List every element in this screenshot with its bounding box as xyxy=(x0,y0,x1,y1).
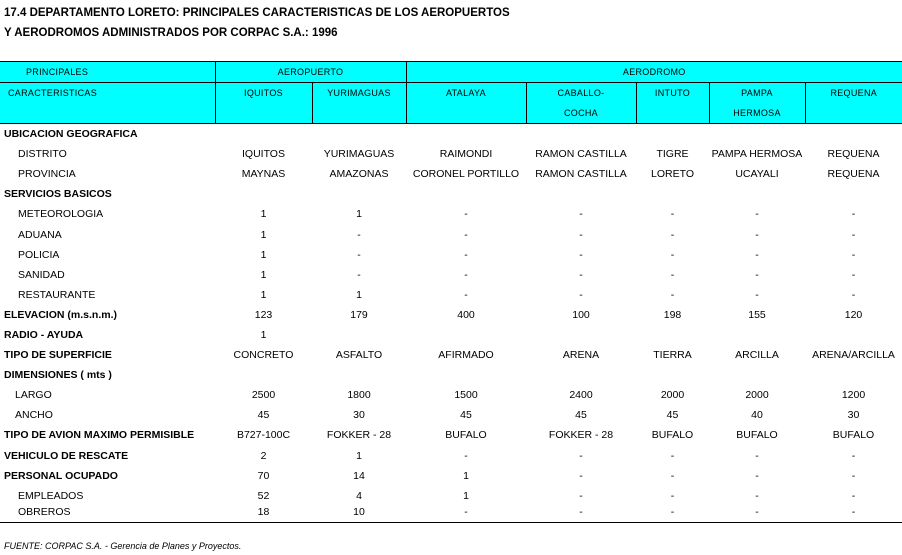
row-label: ELEVACION (m.s.n.m.) xyxy=(4,308,117,321)
table-row xyxy=(0,164,902,184)
table-cell: - xyxy=(851,288,856,301)
row-label: OBREROS xyxy=(0,506,215,523)
table-cell: - xyxy=(670,469,675,482)
row-label: DIMENSIONES ( mts ) xyxy=(4,369,112,382)
table-cell xyxy=(709,325,805,345)
table-row xyxy=(0,245,902,265)
table-cell: - xyxy=(755,208,759,221)
table-cell xyxy=(526,325,636,345)
table-cell: BUFALO xyxy=(736,429,778,442)
table-cell: 179 xyxy=(350,308,368,321)
table-cell: - xyxy=(526,506,636,523)
table-cell: 1 xyxy=(260,288,267,301)
table-cell: FOKKER - 28 xyxy=(548,429,614,442)
table-cell: 1200 xyxy=(841,389,866,402)
table-cell: ARCILLA xyxy=(735,349,779,362)
table-cell: 45 xyxy=(666,409,679,422)
table-cell xyxy=(312,365,406,385)
row-label: EMPLEADOS xyxy=(18,489,84,502)
table-cell: PAMPA HERMOSA xyxy=(711,148,803,161)
table-cell: - xyxy=(851,489,856,502)
table-cell: - xyxy=(851,449,856,462)
header-col-iquitos: IQUITOS xyxy=(215,83,312,124)
table-cell: 1 xyxy=(463,469,469,482)
table-cell xyxy=(312,325,406,345)
table-row xyxy=(0,204,902,224)
table-cell: 2000 xyxy=(660,389,685,402)
table-cell: 155 xyxy=(748,308,766,321)
table-cell: RAMON CASTILLA xyxy=(535,168,627,181)
table-cell: BUFALO xyxy=(832,429,875,442)
table-cell: 400 xyxy=(457,308,475,321)
table-cell: 30 xyxy=(847,409,860,422)
table-cell: - xyxy=(357,268,361,281)
table-cell: - xyxy=(709,506,805,523)
table-cell: BUFALO xyxy=(651,429,694,442)
table-cell: MAYNAS xyxy=(241,168,286,181)
row-label: LARGO xyxy=(15,389,52,402)
table-cell: TIERRA xyxy=(653,349,692,362)
table-cell xyxy=(406,325,526,345)
table-cell: - xyxy=(579,288,583,301)
table-cell: - xyxy=(670,489,675,502)
table-cell: 2 xyxy=(260,449,267,462)
table-row xyxy=(0,425,902,445)
table-cell: - xyxy=(755,449,759,462)
table-cell xyxy=(215,184,312,204)
table-cell: 1 xyxy=(356,288,362,301)
row-label: UBICACION GEOGRAFICA xyxy=(4,128,138,141)
table-cell: 2000 xyxy=(745,389,769,402)
table-cell: - xyxy=(670,449,675,462)
table-cell: - xyxy=(851,268,856,281)
table-cell: - xyxy=(670,268,675,281)
table-cell xyxy=(312,124,406,145)
table-cell: RAMON CASTILLA xyxy=(535,148,627,161)
table-cell: AFIRMADO xyxy=(438,349,494,362)
table-cell: - xyxy=(464,228,468,241)
table-cell: - xyxy=(755,489,759,502)
table-cell: 45 xyxy=(575,409,587,422)
table-cell: FOKKER - 28 xyxy=(326,429,392,442)
table-cell: ARENA/ARCILLA xyxy=(812,349,895,362)
table-cell: - xyxy=(579,228,583,241)
table-cell: LORETO xyxy=(651,168,694,181)
header-group-aeropuerto: AEROPUERTO xyxy=(215,62,406,83)
table-cell: 100 xyxy=(572,308,590,321)
table-cell: AMAZONAS xyxy=(329,168,389,181)
table-cell: - xyxy=(464,208,468,221)
source-footnote: FUENTE: CORPAC S.A. - Gerencia de Planes y Proyectos. xyxy=(4,541,242,551)
table-cell: 198 xyxy=(663,308,682,321)
table-cell xyxy=(709,365,805,385)
row-label: SERVICIOS BASICOS xyxy=(4,188,112,201)
table-cell: 1 xyxy=(260,248,267,261)
table-cell: - xyxy=(805,506,902,523)
table-cell: - xyxy=(755,288,759,301)
table-cell: ARENA xyxy=(562,349,600,362)
table-cell: CONCRETO xyxy=(233,349,294,362)
table-cell: - xyxy=(851,469,856,482)
table-cell: - xyxy=(670,248,675,261)
table-cell: - xyxy=(357,248,361,261)
table-row xyxy=(0,265,902,285)
table-cell xyxy=(805,365,902,385)
table-cell: REQUENA xyxy=(827,168,880,181)
table-row xyxy=(0,405,902,425)
table-row xyxy=(0,124,902,145)
table-row xyxy=(0,506,902,523)
table-row xyxy=(0,486,902,506)
table-cell: - xyxy=(851,248,856,261)
table-cell xyxy=(709,124,805,145)
table-cell xyxy=(805,184,902,204)
table-row xyxy=(0,285,902,305)
table-cell xyxy=(805,124,902,145)
table-cell: - xyxy=(464,268,468,281)
table-cell: 1 xyxy=(260,208,267,221)
header-col-pampa-hermosa: PAMPA HERMOSA xyxy=(709,83,805,124)
table-cell: - xyxy=(755,469,759,482)
table-cell: - xyxy=(357,228,361,241)
table-cell: - xyxy=(579,469,583,482)
airport-characteristics-table xyxy=(0,61,902,523)
table-cell: 120 xyxy=(844,308,863,321)
table-cell xyxy=(215,124,312,145)
table-cell: 1800 xyxy=(347,389,371,402)
table-cell: 70 xyxy=(257,469,270,482)
table-cell: - xyxy=(579,489,583,502)
row-label: PROVINCIA xyxy=(18,168,76,181)
table-cell: 1 xyxy=(260,328,267,341)
table-cell: 1 xyxy=(463,489,469,502)
table-cell: YURIMAGUAS xyxy=(323,148,395,161)
header-group-aerodromo: AERODROMO xyxy=(406,62,902,83)
header-col-intuto: INTUTO xyxy=(636,83,709,124)
table-cell xyxy=(636,184,709,204)
table-cell: CORONEL PORTILLO xyxy=(412,168,520,181)
table-row xyxy=(0,305,902,325)
table-cell: REQUENA xyxy=(827,148,880,161)
table-cell: BUFALO xyxy=(445,429,487,442)
table-cell: 2400 xyxy=(569,389,593,402)
table-cell xyxy=(636,124,709,145)
header-caracteristicas: CARACTERISTICAS xyxy=(0,83,215,124)
table-row xyxy=(0,385,902,405)
row-label: ANCHO xyxy=(15,409,53,422)
table-row xyxy=(0,184,902,204)
row-label: RADIO - AYUDA xyxy=(4,328,84,341)
table-cell: - xyxy=(579,208,583,221)
table-cell: 1 xyxy=(260,268,267,281)
table-cell xyxy=(406,184,526,204)
table-cell xyxy=(312,184,406,204)
row-label: PERSONAL OCUPADO xyxy=(4,469,118,482)
row-label: SANIDAD xyxy=(18,268,65,281)
row-label: DISTRITO xyxy=(18,148,67,161)
table-cell xyxy=(526,365,636,385)
table-cell: 1500 xyxy=(454,389,478,402)
row-label: ADUANA xyxy=(18,228,62,241)
table-cell: - xyxy=(755,248,759,261)
table-cell: B727-100C xyxy=(236,429,291,442)
table-cell xyxy=(406,124,526,145)
table-title-line1: 17.4 DEPARTAMENTO LORETO: PRINCIPALES CARACTERISTICAS DE LOS AEROPUERTOS xyxy=(4,7,510,19)
table-cell: - xyxy=(851,228,856,241)
table-row xyxy=(0,345,902,365)
table-cell: - xyxy=(464,449,468,462)
header-col-caballococha: CABALLO- COCHA xyxy=(526,83,636,124)
table-cell: - xyxy=(755,268,759,281)
table-cell: RAIMONDI xyxy=(439,148,493,161)
table-cell: 10 xyxy=(312,506,406,523)
table-row xyxy=(0,466,902,486)
table-row xyxy=(0,446,902,466)
table-cell xyxy=(526,124,636,145)
header-col-atalaya: ATALAYA xyxy=(406,83,526,124)
header-col-requena: REQUENA xyxy=(805,83,902,124)
table-cell xyxy=(636,365,709,385)
table-cell: 30 xyxy=(353,409,365,422)
table-cell: - xyxy=(670,228,675,241)
table-cell: - xyxy=(579,248,583,261)
table-cell: 40 xyxy=(751,409,763,422)
row-label: METEOROLOGIA xyxy=(18,208,104,221)
table-cell: 123 xyxy=(254,308,273,321)
table-cell: - xyxy=(636,506,709,523)
header-col-yurimaguas: YURIMAGUAS xyxy=(312,83,406,124)
table-cell: 18 xyxy=(215,506,312,523)
table-cell: - xyxy=(464,248,468,261)
table-cell: - xyxy=(670,208,675,221)
table-cell xyxy=(215,365,312,385)
row-label: VEHICULO DE RESCATE xyxy=(4,449,129,462)
table-cell: 52 xyxy=(257,489,270,502)
table-cell: TIGRE xyxy=(656,148,689,161)
table-cell: 45 xyxy=(460,409,472,422)
table-row xyxy=(0,365,902,385)
table-cell: - xyxy=(851,208,856,221)
table-cell: 4 xyxy=(356,489,362,502)
row-label: RESTAURANTE xyxy=(18,288,96,301)
table-cell xyxy=(805,325,902,345)
table-cell xyxy=(636,325,709,345)
row-label: TIPO DE SUPERFICIE xyxy=(4,349,112,362)
table-title-line2: Y AERODROMOS ADMINISTRADOS POR CORPAC S.A.: 1996 xyxy=(4,27,338,39)
table-cell: ASFALTO xyxy=(335,349,383,362)
table-body xyxy=(0,124,902,523)
table-cell: - xyxy=(406,506,526,523)
table-cell xyxy=(526,184,636,204)
table-cell xyxy=(406,365,526,385)
table-row xyxy=(0,224,902,244)
table-cell: - xyxy=(464,288,468,301)
table-cell: UCAYALI xyxy=(735,168,779,181)
table-cell: 1 xyxy=(260,228,267,241)
row-label: TIPO DE AVION MAXIMO PERMISIBLE xyxy=(4,429,195,442)
table-cell: 14 xyxy=(353,469,365,482)
table-cell: - xyxy=(755,228,759,241)
table-cell: 1 xyxy=(356,208,362,221)
table-cell: 1 xyxy=(356,449,362,462)
table-row xyxy=(0,325,902,345)
table-cell xyxy=(709,184,805,204)
header-principales: PRINCIPALES xyxy=(0,62,215,83)
table-cell: IQUITOS xyxy=(242,148,285,161)
table-cell: 45 xyxy=(257,409,270,422)
table-cell: - xyxy=(579,268,583,281)
table-cell: 2500 xyxy=(251,389,276,402)
table-cell: - xyxy=(670,288,675,301)
row-label: POLICIA xyxy=(18,248,60,261)
table-header xyxy=(0,62,902,124)
table-row xyxy=(0,144,902,164)
table-cell: - xyxy=(579,449,583,462)
